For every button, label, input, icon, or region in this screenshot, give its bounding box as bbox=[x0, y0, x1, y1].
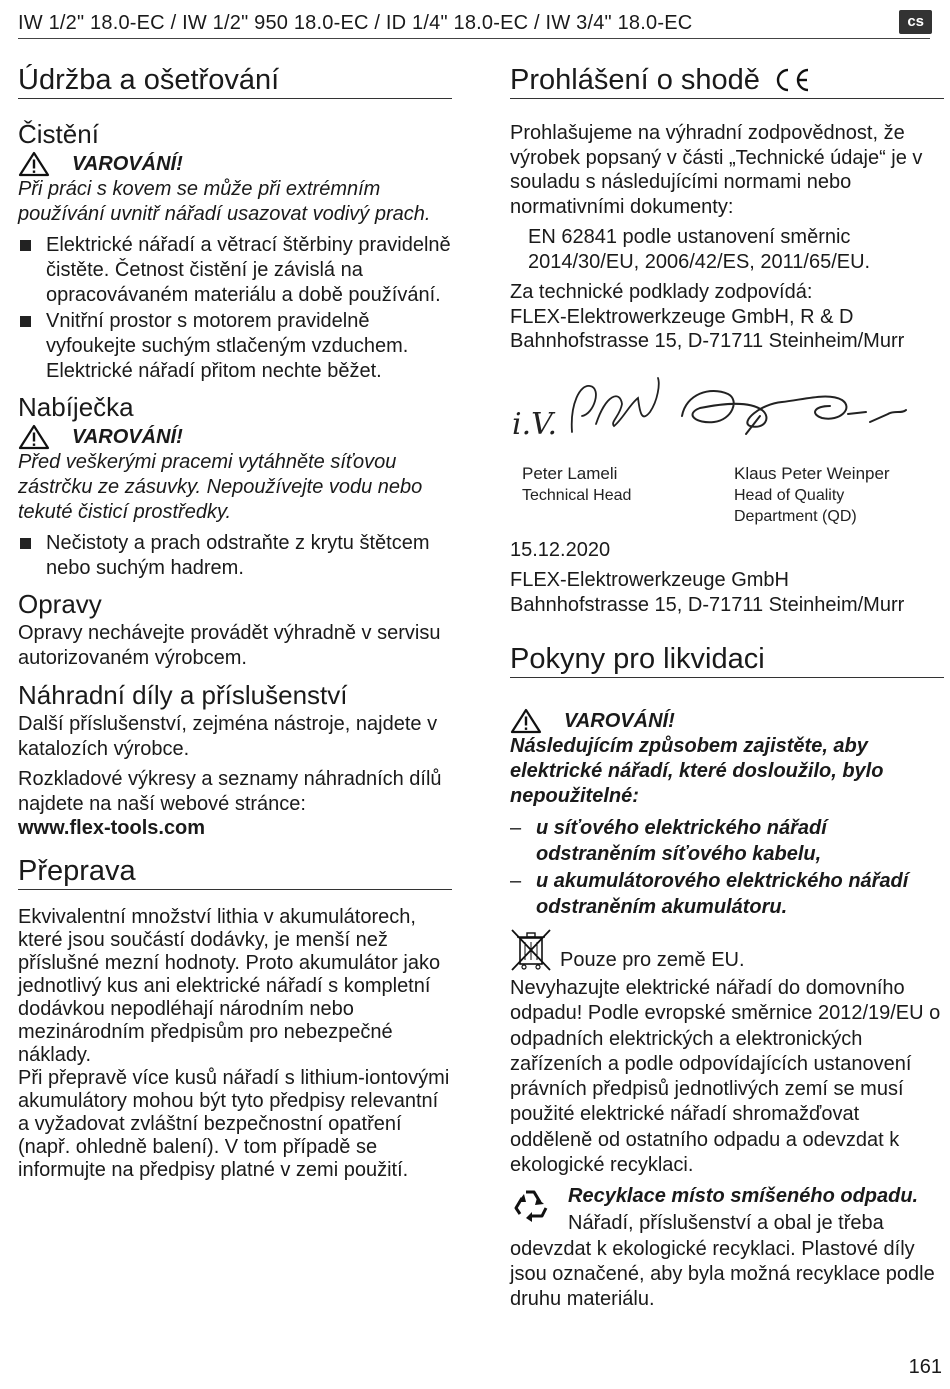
svg-text:i.V.: i.V. bbox=[512, 406, 558, 442]
eu-text: Nevyhazujte elektrické nářadí do domovního odpadu! Podle evropské směrnice 2012/19/EU o odpadních elektrických a elektronických zařízeních a podle odpovídajících ustanovení právních předpisů jednotlivých zemí se musí použité elektrické nářadí shromažďovat odděleně od ostatního odpadu a odevzdat k ekologické recyklaci. bbox=[510, 977, 941, 1177]
signer-1-name: Peter Lameli bbox=[522, 463, 618, 483]
charger-warning-text: Před veškerými pracemi vytáhněte síťovou zástrčku ze zásuvky. Nepoužívejte vodu nebo tekuté čisticí prostředky. bbox=[18, 451, 423, 523]
list-item: Vnitřní prostor s motorem pravidelně vyfoukejte suchým stlačeným vzduchem. Elektrické nářadí přitom nechte běžet. bbox=[18, 309, 452, 384]
warning-triangle-icon bbox=[18, 424, 50, 450]
disposal-list bbox=[510, 815, 944, 920]
signer-2-role-line-2: Department (QD) bbox=[734, 507, 857, 525]
page-header bbox=[18, 10, 930, 39]
warning-label: VAROVÁNÍ! bbox=[72, 426, 183, 448]
language-badge: cs bbox=[899, 10, 932, 34]
warning-triangle-icon bbox=[510, 708, 542, 734]
transport-text-2: Při přepravě více kusů nářadí s lithium-iontovými akumulátory mohou být tyto předpisy relevantní a vyžadovat zvláštní bezpečnostní opatření (např. ohledně balení). V tom případě se informujte na předpisy platné v zemi použití. bbox=[18, 1066, 450, 1181]
list-item: Nečistoty a prach odstraňte z krytu štětcem nebo suchým hadrem. bbox=[18, 531, 452, 581]
disposal-heading: Pokyny pro likvidaci bbox=[510, 643, 944, 678]
list-item: Elektrické nářadí a větrací štěrbiny pravidelně čistěte. Četnost čistění je závislá na opracovávaném materiálu a době používání. bbox=[18, 233, 452, 308]
disposal-warning bbox=[510, 708, 944, 734]
charger-warning bbox=[18, 424, 452, 450]
charger-list bbox=[18, 531, 452, 581]
signer-2-role-line-1: Head of Quality bbox=[734, 486, 845, 504]
page-number: 161 bbox=[908, 1356, 942, 1378]
parts-text-2: Rozkladové výkresy a seznamy náhradních dílů najdete na naší webové stránce: bbox=[18, 768, 442, 815]
disposal-warning-text: Následujícím způsobem zajistěte, aby elektrické nářadí, které dosloužilo, bylo nepoužitelné: bbox=[510, 735, 884, 807]
signature-image bbox=[510, 364, 944, 464]
signer-2-name: Klaus Peter Weinper bbox=[734, 463, 890, 483]
left-column bbox=[18, 64, 452, 1188]
list-item: – u akumulátorového elektrického nářadí odstraněním akumulátoru. bbox=[510, 868, 944, 920]
parts-heading: Náhradní díly a příslušenství bbox=[18, 680, 348, 710]
charger-heading: Nabíječka bbox=[18, 392, 134, 422]
transport-text-1: Ekvivalentní množství lithia v akumulátorech, které jsou součástí dodávky, je menší než příslušné mezní hodnoty. Proto akumulátor jako jednotlivý kus ani elektrické nářadí s kompletní dodávkou nepodléhají národním nebo mezinárodním předpisům pro nebezpečné náklady. bbox=[18, 905, 441, 1066]
conformity-standard: EN 62841 podle ustanovení směrnic 2014/30/EU, 2006/42/ES, 2011/65/EU. bbox=[528, 226, 871, 273]
recycle-title: Recyklace místo smíšeného odpadu. bbox=[568, 1185, 919, 1208]
company-line-1: FLEX-Elektrowerkzeuge GmbH, R & D bbox=[510, 305, 854, 328]
conformity-text-2: Za technické podklady zodpovídá: bbox=[510, 281, 813, 303]
crossed-bin-icon bbox=[510, 928, 552, 972]
repairs-heading: Opravy bbox=[18, 589, 102, 619]
recycle-icon bbox=[510, 1184, 554, 1228]
ce-mark-icon bbox=[772, 66, 812, 94]
conformity-title: Prohlášení o shodě bbox=[510, 64, 760, 96]
repairs-text: Opravy nechávejte provádět výhradně v servisu autorizovaném výrobcem. bbox=[18, 622, 441, 669]
conformity-heading bbox=[510, 64, 944, 99]
maintenance-heading: Údržba a ošetřování bbox=[18, 64, 452, 99]
cleaning-warning bbox=[18, 151, 452, 177]
cleaning-list bbox=[18, 233, 452, 384]
cleaning-heading: Čistění bbox=[18, 119, 99, 149]
website-link[interactable]: www.flex-tools.com bbox=[18, 817, 206, 839]
eu-only-text: Pouze pro země EU. bbox=[560, 949, 745, 971]
transport-heading: Přeprava bbox=[18, 855, 452, 890]
signer-1-role: Technical Head bbox=[522, 486, 632, 504]
recycle-block bbox=[510, 1184, 944, 1312]
footer-company: FLEX-Elektrowerkzeuge GmbH bbox=[510, 569, 789, 591]
footer-address: Bahnhofstrasse 15, D-71711 Steinheim/Murr bbox=[510, 593, 905, 616]
list-item: – u síťového elektrického nářadí odstraněním síťového kabelu, bbox=[510, 815, 944, 867]
company-line-2: Bahnhofstrasse 15, D-71711 Steinheim/Murr bbox=[510, 330, 905, 352]
warning-label: VAROVÁNÍ! bbox=[72, 153, 183, 175]
right-column bbox=[510, 64, 944, 1319]
warning-triangle-icon bbox=[18, 151, 50, 177]
conformity-text-1: Prohlašujeme na výhradní zodpovědnost, že výrobek popsaný v části „Technické údaje“ je v souladu s následujícími normami nebo normativními dokumenty: bbox=[510, 122, 923, 218]
ce-mark bbox=[772, 66, 812, 94]
eu-only-row bbox=[510, 928, 944, 972]
signature-block bbox=[510, 364, 944, 524]
header-title: IW 1/2" 18.0-EC / IW 1/2" 950 18.0-EC / ID 1/4" 18.0-EC / IW 3/4" 18.0-EC bbox=[18, 12, 693, 34]
recycle-text: Nářadí, příslušenství a obal je třeba odevzdat k ekologické recyklaci. Plastové díly jsou označené, aby byla možná recyklace podle druhu materiálu. bbox=[510, 1212, 935, 1311]
warning-label: VAROVÁNÍ! bbox=[564, 710, 675, 732]
parts-text-1: Další příslušenství, zejména nástroje, najdete v katalozích výrobce. bbox=[18, 713, 438, 760]
cleaning-warning-text: Při práci s kovem se může při extrémním používání uvnitř nářadí usazovat vodivý prach. bbox=[18, 178, 431, 225]
date: 15.12.2020 bbox=[510, 538, 611, 561]
